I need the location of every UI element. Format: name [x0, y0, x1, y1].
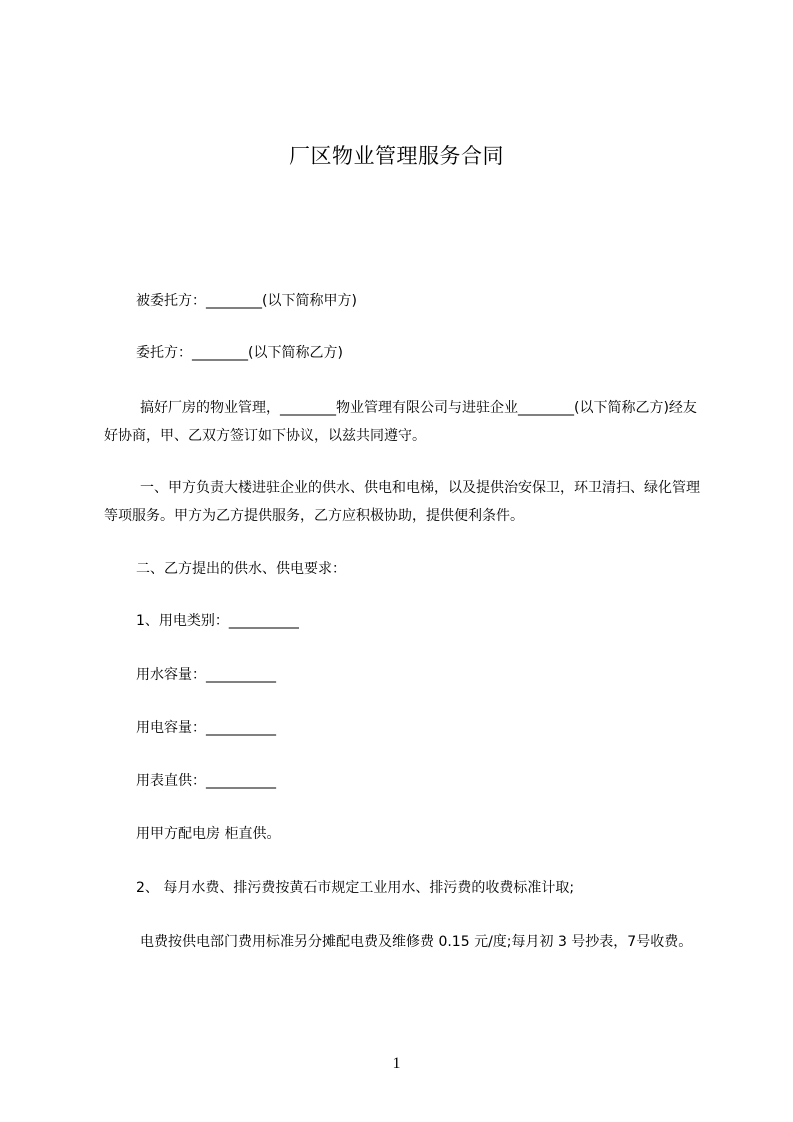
electricity-category-line: 1、用电类别：__________ — [136, 613, 299, 629]
meter-supply-line: 用表直供：__________ — [136, 773, 276, 789]
electricity-fee-paragraph: 电费按供电部门费用标准另分摊配电费及维修费 0.15 元/度;每月初 3 号抄表，7号收费。 — [140, 934, 693, 950]
preamble-paragraph: 搞好厂房的物业管理，________物业管理有限公司与进驻企业________(以下简称乙方)经友好协商，甲、乙双方签订如下协议，以兹共同遵守。 — [104, 400, 697, 444]
clause-one-paragraph: 一、甲方负责大楼进驻企业的供水、供电和电梯，以及提供治安保卫，环卫清扫、绿化管理等项服务。甲方为乙方提供服务，乙方应积极协助，提供便利条件。 — [104, 480, 700, 524]
document-title: 厂区物业管理服务合同 — [289, 144, 504, 168]
water-fee-line: 2、 每月水费、排污费按黄石市规定工业用水、排污费的收费标准计取; — [136, 880, 575, 896]
distribution-room-line: 用甲方配电房 柜直供。 — [136, 826, 281, 842]
client-party-line: 委托方：________(以下简称乙方) — [136, 345, 343, 361]
water-capacity-line: 用水容量：__________ — [136, 667, 276, 683]
page-number: 1 — [392, 1055, 401, 1072]
clause-two-heading: 二、乙方提出的供水、供电要求： — [136, 561, 346, 577]
principal-party-line: 被委托方：________(以下简称甲方) — [136, 293, 357, 309]
electricity-capacity-line: 用电容量：__________ — [136, 720, 276, 736]
